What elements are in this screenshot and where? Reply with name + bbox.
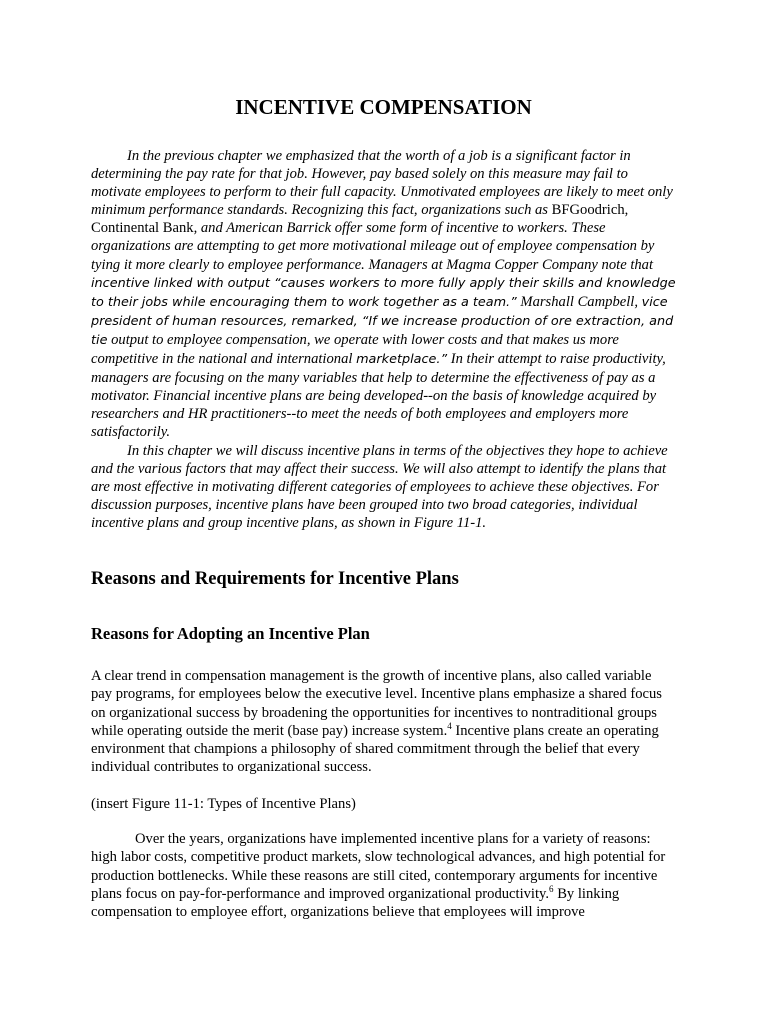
body-text: A clear trend in compensation management is the growth of incentive plans, also called variable pay programs, for employees below the executive level. Incentive plans emphasize a shared focus on organizational success by broadening the opportunities for incentives to nontraditional groups while operating outside the merit (base pay) increase system. — [91, 668, 662, 739]
footnote-ref[interactable]: 6 — [549, 884, 554, 895]
intro-paragraph-1 — [91, 147, 676, 442]
section-heading: Reasons and Requirements for Incentive Plans — [91, 569, 459, 589]
intro-text: output to employee compensation, we operate with lower costs and that makes us more competitive in the national and international — [91, 331, 619, 368]
intro-text: In the previous chapter we emphasized that the worth of a job is a significant factor in determining the pay rate for that job. However, pay based solely on this measure may fail to motivate employees to perform to their full capacity. Unmotivated employees are likely to meet only minimum performance standards. Recognizing this fact, organizations such as — [91, 148, 673, 219]
intro-paragraph-2: In this chapter we will discuss incentive plans in terms of the objectives they hope to achieve and the various factors that may affect their success. We will also attempt to identify the plans that are most effective in motivating different categories of employees to achieve these objectives. For discussion purposes, incentive plans have been grouped into two broad categories, individual incentive plans and group incentive plans, as shown in Figure 11-1. — [91, 442, 668, 531]
intro-quote: incentive linked with output “causes workers to more fully apply their skills and knowledge to their jobs while encouraging them to work together as a team.” — [91, 275, 676, 310]
body-paragraph-1 — [91, 667, 676, 777]
body-text: Over the years, organizations have implemented incentive plans for a variety of reasons: high labor costs, competitive product markets, slow technological advances, and high potential for production bottlenecks. While these reasons are still cited, contemporary arguments for incentive plans focus on pay-for-performance and improved organizational productivity. — [91, 831, 666, 902]
figure-placeholder: (insert Figure 11-1: Types of Incentive Plans) — [91, 796, 356, 812]
intro-quote: marketplace.” — [356, 352, 448, 368]
intro-text: Marshall Campbell, — [516, 293, 642, 310]
body-text: By linking compensation to employee effort, organizations believe that employees will improve — [91, 885, 620, 921]
page-title: INCENTIVE COMPENSATION — [235, 95, 532, 119]
intro-text: , and American Barrick offer some form of incentive to workers. These organizations are attempting to get more motivational mileage out of employee compensation by tying it more clearly to employee performance. Managers at Magma Copper Company note that — [91, 220, 655, 273]
footnote-ref[interactable]: 4 — [447, 721, 452, 732]
intro-quote: vice president of human resources, remarked, “If we increase production of ore extraction, and tie — [91, 294, 674, 348]
subsection-heading: Reasons for Adopting an Incentive Plan — [91, 624, 370, 643]
intro-text: Bank — [162, 220, 194, 237]
intro-text: In their attempt to raise productivity, managers are focusing on the many variables that help to determine the effectiveness of pay as a motivator. Financial incentive plans are being developed--on the basis of knowledge acquired by researchers and HR practitioners--to meet the needs of both employees and employers more satisfactorily. — [91, 351, 666, 441]
body-text: Incentive plans create an operating environment that champions a philosophy of shared commitment through the belief that every individual contributes to organizational success. — [91, 722, 659, 776]
intro-text: BFGoodrich, Continental — [91, 202, 629, 237]
body-paragraph-3 — [91, 830, 676, 921]
intro-section — [91, 147, 676, 532]
